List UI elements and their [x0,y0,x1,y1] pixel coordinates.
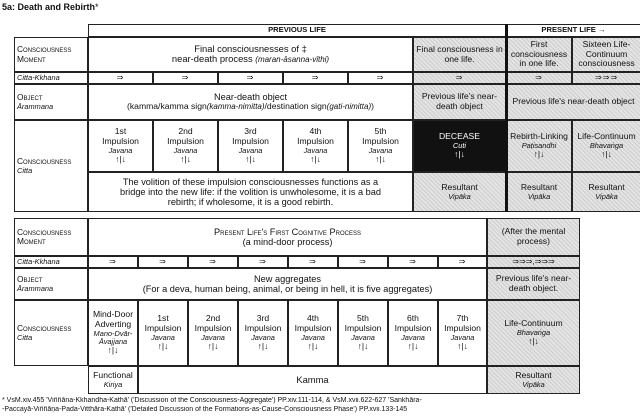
header-present-life: PRESENT LIFE → [506,24,640,37]
volition-note-cell: The volition of these impulsion consciousnesses functions as a bridge into the new life: if the volition is unwholesome, it is a bad rebirth; if wholesome, it is a good rebirth. [88,172,413,212]
arrow-cell: ⇒ [288,256,338,268]
resultant-cell: Resultant Vipāka [487,366,580,394]
rebirth-linking-cell: Rebirth-Linking Paṭisandhi ↑|↓ [506,120,572,172]
life-continuum-cell: Life-Continuum Bhavaṅga ↑|↓ [572,120,640,172]
diagram-title: 5a: Death and Rebirth* [2,2,99,12]
sixteen-life-continuum-cell: Sixteen Life-Continuum consciousness [572,37,640,72]
arrow-cell-multi: ⇒⇒⇒ [572,72,640,84]
impulsion-cell: 3rd Impulsion Javana ↑|↓ [218,120,283,172]
first-cognitive-process-cell: Present Life's First Cognitive Process (a mind-door process) [88,218,487,256]
label-consciousness-moment: Consciousness Moment [14,37,88,72]
impulsion-cell: 4th Impulsion Javana ↑|↓ [283,120,348,172]
label-citta-kkhana: Citta-Kkhana [14,72,88,84]
functional-cell: Functional Kiriya [88,366,138,394]
impulsion-cell: 2nd Impulsion Javana ↑|↓ [153,120,218,172]
impulsion-cell: 2nd Impulsion Javana ↑|↓ [188,300,238,366]
label-consciousness: Consciousness Citta [14,300,88,366]
decease-cell: DECEASE Cuti ↑|↓ [413,120,506,172]
resultant-cell: Resultant Vipāka [413,172,506,212]
title-footnote-mark: * [95,2,99,12]
label-citta-kkhana: Citta-Kkhana [14,256,88,268]
new-aggregates-cell: New aggregates (For a deva, human being, animal, or being in hell, it is five aggregates) [88,268,487,300]
footnote-line-1: * VsM.xiv.455 'Viññāna-Kkhandha-Kathā' ('Discussion of the Consciousness-Aggregate') PP.xiv.111-114, & VsM.xvii.622-627 'Saṅkhāra- [2,397,422,404]
previous-near-death-object-cell: Previous life's near-death object [413,84,506,120]
header-previous-life: PREVIOUS LIFE [88,24,506,37]
label-object: Object Ārammana [14,268,88,300]
arrow-cell: ⇒ [283,72,348,84]
arrow-cell: ⇒ [506,72,572,84]
impulsion-cell: 5th Impulsion Javana ↑|↓ [348,120,413,172]
arrow-cell: ⇒ [348,72,413,84]
near-death-object-cell: Near-death object (kamma/kamma sign(kamma-nimitta)/destination sign(gati-nimitta)) [88,84,413,120]
final-consciousness-cell: Final consciousnesses of ‡ near-death process (maran-āsanna-vīthi) [88,37,413,72]
final-in-life-cell: Final consciousness in one life. [413,37,506,72]
impulsion-cell: 4th Impulsion Javana ↑|↓ [288,300,338,366]
arrow-cell: ⇒ [153,72,218,84]
arrow-cell: ⇒ [438,256,487,268]
impulsion-cell: 1st Impulsion Javana ↑|↓ [88,120,153,172]
impulsion-cell: 3rd Impulsion Javana ↑|↓ [238,300,288,366]
footnote [2,397,638,415]
life-continuum-cell: Life-Continuum Bhavaṅga ↑|↓ [487,300,580,366]
arrow-cell: ⇒ [338,256,388,268]
arrow-cell: ⇒ [388,256,438,268]
first-in-life-cell: First consciousness in one life. [506,37,572,72]
arrow-cell-multi: ⇒⇒⇒,⇒⇒⇒ [487,256,580,268]
impulsion-cell: 6th Impulsion Javana ↑|↓ [388,300,438,366]
footnote-line-2: -Paccayā-Viññāṇa-Pada-Vitthāra-Kathā' ('Detailed Discussion of the Formations-as-Cause-Consciousness Phase') PP.xvii.133-145 [2,405,408,413]
arrow-cell: ⇒ [88,72,153,84]
after-mental-process-cell: (After the mental process) [487,218,580,256]
arrow-cell: ⇒ [413,72,506,84]
resultant-cell: Resultant Vipāka [506,172,572,212]
arrow-cell: ⇒ [218,72,283,84]
arrow-cell: ⇒ [238,256,288,268]
arrow-cell: ⇒ [138,256,188,268]
impulsion-cell: 5th Impulsion Javana ↑|↓ [338,300,388,366]
label-object: Object Ārammana [14,84,88,120]
resultant-cell: Resultant Vipāka [572,172,640,212]
impulsion-cell: 7th Impulsion Javana ↑|↓ [438,300,487,366]
impulsion-cell: 1st Impulsion Javana ↑|↓ [138,300,188,366]
previous-near-death-object-wide-cell: Previous life's near-death object [506,84,640,120]
kamma-cell: Kamma [138,366,487,394]
mind-door-adverting-cell: Mind-Door Adverting Mano-Dvār-Āvajjana ↑|↓ [88,300,138,366]
life-divider-line [505,24,508,212]
label-consciousness-moment: Consciousness Moment [14,218,88,256]
arrow-cell: ⇒ [88,256,138,268]
label-consciousness: Consciousness Citta [14,120,88,212]
arrow-cell: ⇒ [188,256,238,268]
previous-near-death-object-cell: Previous life's near-death object. [487,268,580,300]
